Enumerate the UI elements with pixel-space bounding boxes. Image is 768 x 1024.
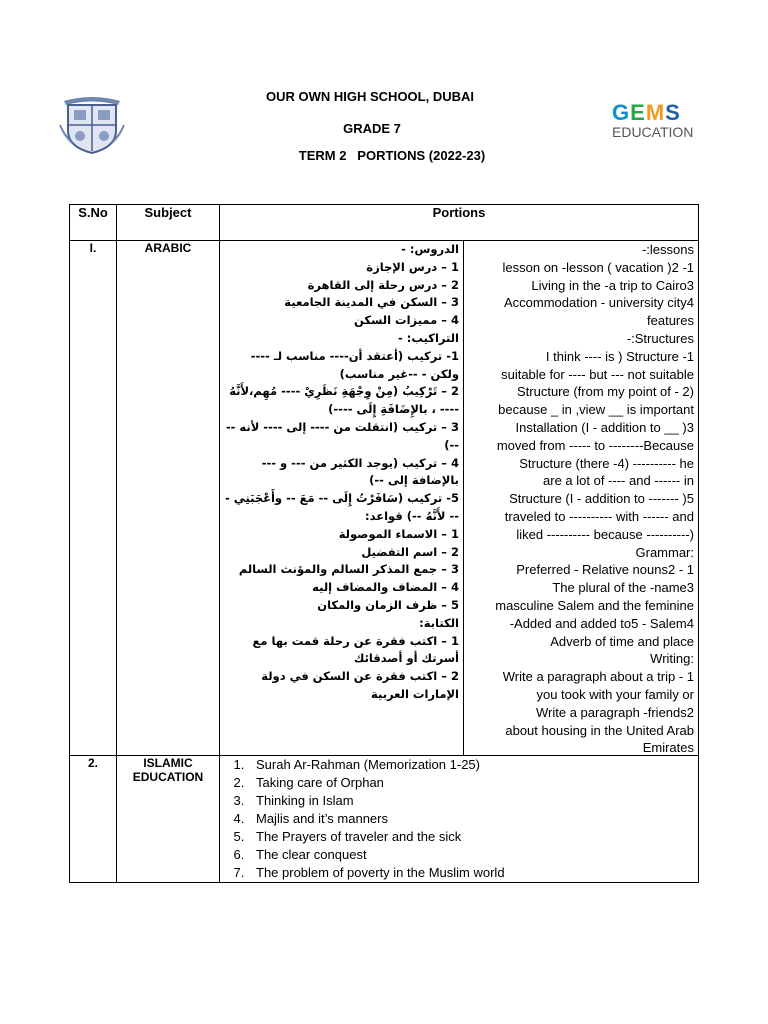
arabic-line: 2 – تَرْكِيبُ (مِنْ وِجْهَةِ نَظَرِيْ ---- مُهِم،لأَنَّهُ ---- ، بالإِضَافَةِ إِلَى ----) (229, 384, 459, 417)
english-line: traveled to ---------- with ------ and (504, 508, 694, 524)
english-line: I think ---- is ) Structure -1 (545, 348, 694, 364)
row-number: 2. (70, 756, 117, 883)
arabic-line: 2 – اسم التفضيل (361, 544, 459, 559)
arabic-portions-cell (220, 241, 699, 756)
school-name: OUR OWN HIGH SCHOOL, DUBAI (266, 89, 474, 104)
english-line: Emirates (642, 740, 694, 756)
english-line: Structure (I - addition to ------- )5 (509, 491, 694, 507)
english-line: moved from ----- to --------Because (496, 437, 694, 453)
english-line: Living in the -a trip to Cairo3 (531, 277, 694, 293)
list-item: 7. The problem of poverty in the Muslim world (248, 864, 698, 882)
english-line: you took with your family or (536, 686, 694, 702)
gems-education-logo (612, 102, 692, 146)
arabic-line: الدروس: - (401, 242, 459, 256)
row-number: I. (70, 241, 117, 756)
document-header (0, 0, 768, 200)
arabic-line: 2 – درس رحلة إلى القاهرة (307, 277, 459, 292)
list-item: 1. Surah Ar-Rahman (Memorization 1-25) (248, 756, 698, 774)
arabic-line: 5- تركيب (سَافَرْتُ إِلَى -- مَعَ -- وأَعْجَبَنِي --- لأَنَّهُ --) قواعد: (225, 491, 459, 523)
arabic-line: 4 – مميزات السكن (354, 313, 459, 328)
gems-logo-word: GEMS (612, 100, 681, 125)
islamic-topics-list (220, 756, 698, 882)
list-item: 6. The clear conquest (248, 846, 698, 864)
arabic-line: 4 – المضاف والمضاف إليه (312, 580, 459, 595)
term-title: TERM 2 PORTIONS (2022-23) (298, 148, 486, 163)
english-line: The plural of the -name3 (552, 580, 694, 596)
table-row-islamic (70, 756, 699, 883)
english-line: because _ in ,view __ is important (498, 402, 694, 418)
table-header-row (70, 205, 699, 241)
english-line: Write a paragraph -friends2 (535, 704, 694, 720)
list-item: 3. Thinking in Islam (248, 792, 698, 810)
english-line: Installation (I - addition to __ )3 (515, 419, 694, 435)
english-line: are a lot of ---- and ------ in (543, 473, 694, 489)
arabic-line: 1 – الاسماء الموصولة (338, 526, 459, 541)
english-line: about housing in the United Arab (505, 722, 694, 738)
english-line: features (647, 313, 694, 329)
arabic-line: الكتابة: (419, 615, 459, 630)
arabic-line: 1- تركيب (أعتقد أن---- مناسب لـ ---- ولكن - --غير مناسب) (250, 348, 459, 381)
islamic-portions-cell (220, 756, 699, 883)
arabic-line: 3 – تركيب (انتقلت من ---- إلى ---- لأنه ----) (225, 419, 459, 452)
english-line: Adverb of time and place (550, 633, 694, 649)
arabic-text-column (220, 241, 464, 755)
english-translation-column (464, 241, 698, 755)
header-subject: Subject (117, 205, 220, 241)
arabic-line: 1 – اكتب فقرة عن رحلة قمت بها مع أسرتك أو أصدقائك (252, 633, 459, 666)
arabic-line: 3 – جمع المذكر السالم والمؤنث السالم (238, 562, 459, 577)
arabic-line: التراكيب: - (398, 330, 459, 345)
arabic-line: 5 – ظرف الزمان والمكان (317, 597, 459, 612)
english-line: Write a paragraph about a trip - 1 (502, 669, 694, 685)
arabic-line: 1 – درس الإجازة (366, 259, 459, 274)
portions-table (69, 204, 699, 883)
english-line: suitable for ---- but --- not suitable (501, 366, 694, 382)
arabic-line: 3 – السكن في المدينة الجامعية (284, 295, 459, 310)
list-item: 5. The Prayers of traveler and the sick (248, 828, 698, 846)
english-line: Structure (from my point of - 2) (517, 384, 694, 400)
header-portions: Portions (220, 205, 699, 241)
grade-title: GRADE 7 (343, 121, 401, 136)
arabic-line: 4 – تركيب (يوجد الكثير من --- و --- بالإضافة إلى --) (261, 455, 459, 488)
english-line: masculine Salem and the feminine (495, 597, 694, 613)
english-line: Grammar: (635, 544, 694, 560)
arabic-line: 2 – اكتب فقرة عن السكن في دولة الإمارات العربية (261, 669, 459, 701)
english-line: -:Structures (626, 330, 694, 346)
row-subject: ARABIC (117, 241, 220, 756)
english-line: lesson on -lesson ( vacation )2 -1 (502, 259, 694, 275)
english-line: liked ---------- because ----------) (516, 526, 694, 542)
subject-line: ISLAMIC (143, 756, 193, 770)
subject-line: EDUCATION (132, 770, 204, 784)
row-subject (117, 756, 220, 883)
gems-logo-subtitle: EDUCATION (612, 124, 694, 140)
list-item: 4. Majlis and it’s manners (248, 810, 698, 828)
english-line: -:lessons (641, 242, 694, 257)
table-row-arabic (70, 241, 699, 756)
english-line: Writing: (650, 651, 694, 667)
list-item: 2. Taking care of Orphan (248, 774, 698, 792)
english-line: Accommodation - university city4 (503, 295, 694, 311)
english-line: -Added and added to5 - Salem4 (509, 615, 694, 631)
english-line: Preferred - Relative nouns2 - 1 (516, 562, 694, 578)
english-line: Structure (there -4) ---------- he (519, 455, 694, 471)
header-sno: S.No (70, 205, 117, 241)
